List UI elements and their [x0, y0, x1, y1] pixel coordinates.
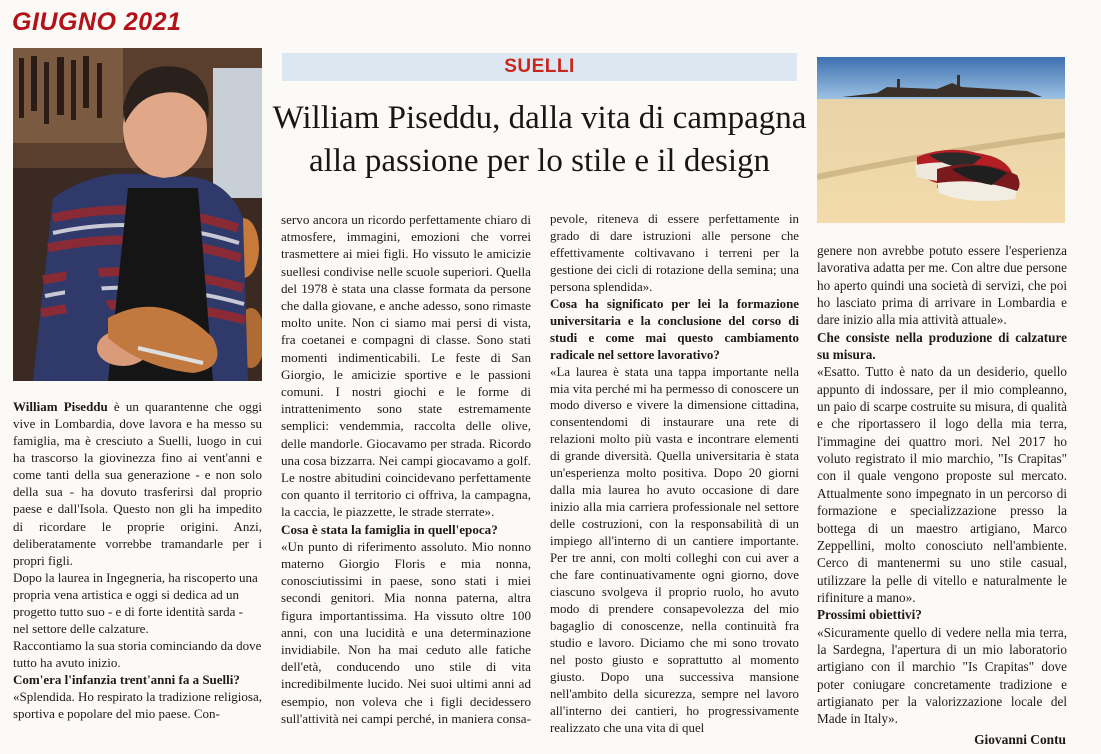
headline-line-1: William Piseddu, dalla vita di campagna	[272, 100, 807, 136]
answer-1-cont: servo ancora un ricordo perfettamente chiaro di atmosfere, immagini, emozioni che vorrei trasmettere ai miei figli. Ho vissuto le amicizie suellesi condivise nelle scuole superiori. Quella del 1978 è stata una classe formata da persone che dalla giovane, e anche adesso, sono rimaste molto unite. Non ci siamo mai persi di vista, fra coetanei e compagni di classe. Sono stati momenti indimenticabili. Le feste di San Giorgio, le amicizie sportive e le passioni comuni. I nostri giochi e le forme di intrattenimento sono state estremamente semplici: vendemmia, raccolta delle olive, delle mandorle. Giocavamo per strada. Ricordo una cosa bizzarra. Nei campi giocavamo a golf. Le nostre abitudini coincidevano perfettamente con quanto il territorio ci offriva, la campagna, la caccia, le piazzette, le strade sterrate».	[281, 212, 531, 520]
section-bar	[282, 53, 797, 81]
question-4: Che consiste nella produzione di calzature su misura.	[817, 329, 1067, 363]
intro-text: è un quarantenne che oggi vive in Lombardia, dove lavora e ha messo su famiglia, ma è cresciuto a Suelli, luogo in cui ha trascorso la giovinezza fino ai vent'anni e come tanti della sua generazione - e non solo della sua - ha dovuto trasferirsi dal proprio paese e dall'Isola. Questo non gli ha impedito di ricordare le proprie origini. Anzi, deliberatamente vorrebbe tramandarle per i propri figli.	[13, 399, 262, 568]
answer-4: «Esatto. Tutto è nato da un desiderio, quello appunto di indossare, per il mio compleanno, un paio di scarpe costruite su misura, di qualità e che riportassero il logo della mia terra, l'immagine dei quattro mori. Nel 2017 ho voluto registrato il mio marchio, "Is Crapitas" con il quale vengono proposte sul mercato. Attualmente sono impegnato in un percorso di formazione e specializzazione presso la bottega di un maestro artigiano, Marco Zeppellini, molto conosciuto nell'ambiente. Cerco di mantenermi su uno stile casual, utilizzare la pelle di vitello e naturalmente le rifiniture a mano».	[817, 364, 1067, 605]
byline-author: Giovanni Contu	[974, 731, 1066, 747]
artisan-photo	[13, 48, 262, 381]
answer-1-start: «Splendida. Ho respirato la tradizione religiosa, sportiva e popolare del mio paese. Con-	[13, 689, 262, 722]
intro-paragraph	[13, 398, 262, 569]
answer-2: «Un punto di riferimento assoluto. Mio nonno materno Giorgio Floris e mia nonna, conosciutissimi in paese, sono stati i miei secondi genitori. Mia nonna paterna, altra figura importantissima. Ha vissuto oltre 100 anni, con una lucidità e una determinazione invidiabile. Non ha mai ceduto alle fatiche dell'età, conducendo uno stile di vita incredibilmente lucido. Nei suoi ultimi anni ad esempio, non voleva che i figli decidessero sull'attività nei campi perché, in maniera consa-	[281, 538, 531, 726]
intro-paragraph-3: Raccontiamo la sua storia cominciando da dove tutto ha avuto inizio.	[13, 638, 262, 671]
intro-paragraph-2: Dopo la laurea in Ingegneria, ha riscoperto una propria vena artistica e oggi si dedica ad un progetto tutto suo - e di forte identità sarda - nel settore delle calzature.	[13, 569, 258, 637]
article-column-1	[13, 398, 262, 722]
question-2: Cosa è stata la famiglia in quell'epoca?	[281, 521, 498, 537]
section-label: SUELLI	[504, 56, 575, 77]
article-column-3	[550, 211, 799, 737]
answer-3-cont: genere non avrebbe potuto essere l'esperienza lavorativa adatta per me. Con altre due persone ho aperto quindi una società di servizi, che poi ho lasciato prima di arrivare in Lombardia e dare inizio alla mia attività attuale».	[817, 243, 1067, 328]
question-3: Cosa ha significato per lei la formazione universitaria e la conclusione del corso di studi e come mai questo cambiamento radicale nel settore lavorativo?	[550, 296, 799, 362]
question-1: Com'era l'infanzia trent'anni fa a Suelli?	[13, 672, 240, 688]
answer-5: «Sicuramente quello di vedere nella mia terra, la Sardegna, l'apertura di un mio laboratorio artigiano con il marchio "Is Crapitas" dove poter coniugare concretamente tradizione e artigianato per la valorizzazione locale del Made in Italy».	[817, 624, 1067, 727]
answer-3: «La laurea è stata una tappa importante nella mia vita perché mi ha permesso di conoscere un modo diverso e vivere la dimensione cittadina, consentendomi di instaurare una rete di relazioni molto più vasta e incontrare elementi di grande diversità. Quella universitaria è stata un'esperienza molto positiva. Dopo 20 giorni dalla mia laurea ho avuto occasione di dare inizio alla mia carriera professionale nel settore delle costruzioni, con la responsabilità di un impiego all'interno di un cantiere importante. Per tre anni, con molti colleghi con cui aver a che fare continuativamente ogni giorno, dove ciascuno svolgeva il proprio ruolo, ho avuto modo di prendere consapevolezza del mio bagaglio di conoscenze, nella continuità fra studio e lavoro. Diciamo che mi sono trovato nel posto giusto e soprattutto al momento giusto. Dopo una successiva mansione nell'ambito della sicurezza, sempre nel lavoro all'interno dei cantieri, ho progressivamente realizzato che una vita di quel	[550, 364, 799, 735]
article-column-4	[817, 242, 1067, 728]
shoes-photo	[817, 57, 1065, 223]
article-column-2	[281, 211, 531, 727]
question-5: Prossimi obiettivi?	[817, 607, 922, 623]
headline	[272, 97, 807, 183]
issue-date: GIUGNO 2021	[12, 8, 182, 36]
answer-2-cont: pevole, riteneva di essere perfettamente in grado di dare istruzioni alle persone che effettivamente coltivavano i terreni per la gestione dei cicli di rotazione della semina; una persona splendida».	[550, 212, 799, 294]
headline-line-2: alla passione per lo stile e il design	[309, 143, 770, 179]
intro-name: William Piseddu	[13, 399, 108, 414]
